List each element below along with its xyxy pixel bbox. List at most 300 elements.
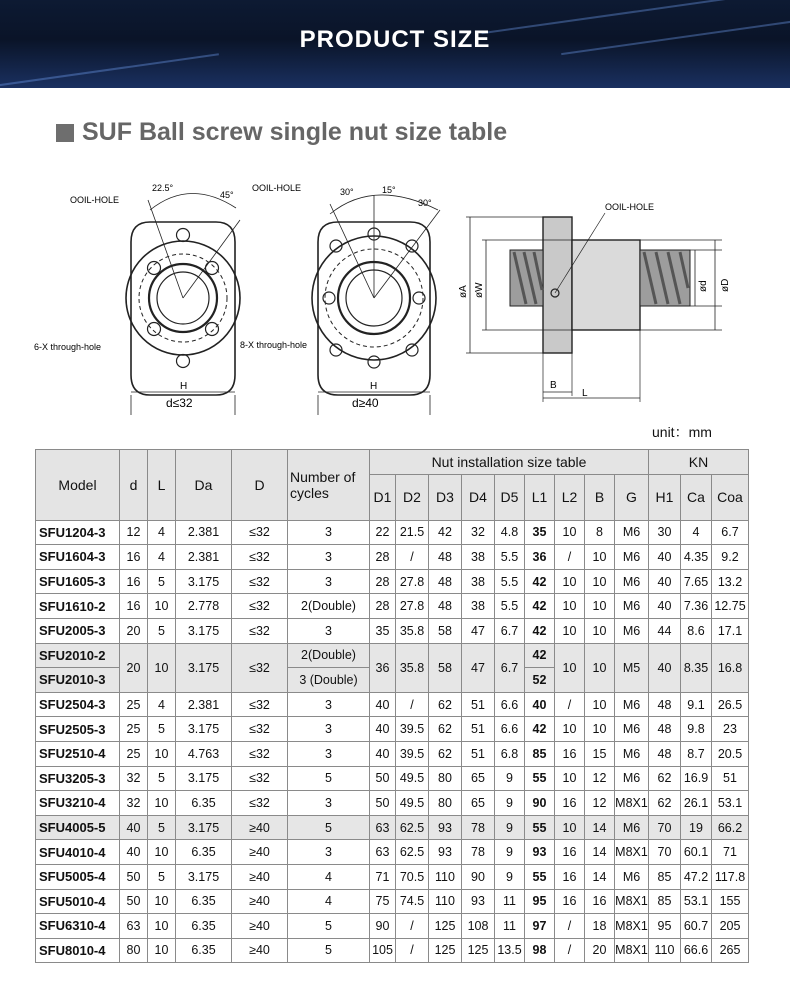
cell-D2: 62.5: [396, 815, 429, 840]
table-row: [36, 594, 749, 619]
cell-cycles: 3: [288, 840, 370, 865]
cell-B: 10: [585, 717, 615, 742]
cell-G: M6: [615, 520, 649, 545]
cell-D3: 48: [429, 569, 462, 594]
cell-D2: 39.5: [396, 717, 429, 742]
label-mid-angle1: 30°: [340, 187, 354, 197]
table-row: [36, 938, 749, 963]
cell-d: 25: [120, 741, 148, 766]
cell-D3: 80: [429, 791, 462, 816]
cell-D3: 58: [429, 618, 462, 643]
cell-model: SFU2510-4: [36, 741, 120, 766]
label-right-b: B: [550, 380, 557, 391]
cell-H1: 62: [649, 791, 681, 816]
cell-d: 16: [120, 569, 148, 594]
cell-H1: 95: [649, 914, 681, 939]
cell-D: ≥40: [232, 938, 288, 963]
cell-Ca: 26.1: [681, 791, 712, 816]
label-right-phiA: øA: [458, 285, 469, 298]
cell-B: 14: [585, 815, 615, 840]
cell-D3: 80: [429, 766, 462, 791]
cell-G: M8X1: [615, 791, 649, 816]
cell-Ca: 7.65: [681, 569, 712, 594]
cell-D1: 28: [370, 569, 396, 594]
cell-Ca: 8.7: [681, 741, 712, 766]
cell-D5: 6.6: [495, 692, 525, 717]
cell-L2: 10: [555, 717, 585, 742]
label-mid-h: H: [370, 381, 378, 392]
cell-D2: 21.5: [396, 520, 429, 545]
header-model: Model: [36, 450, 120, 521]
cell-L2: 10: [555, 643, 585, 692]
cell-D3: 48: [429, 594, 462, 619]
cell-model: SFU2505-3: [36, 717, 120, 742]
cell-cycles: 3: [288, 520, 370, 545]
cell-L1: 52: [525, 668, 555, 693]
cell-D3: 42: [429, 520, 462, 545]
cell-Coa: 155: [712, 889, 749, 914]
cell-D: ≥40: [232, 815, 288, 840]
cell-L2: 10: [555, 569, 585, 594]
cell-H1: 85: [649, 889, 681, 914]
cell-D1: 71: [370, 864, 396, 889]
cell-D2: 27.8: [396, 594, 429, 619]
cell-L2: 10: [555, 766, 585, 791]
cell-Coa: 117.8: [712, 864, 749, 889]
cell-l: 5: [148, 618, 176, 643]
label-mid-throughhole: 8-X through-hole: [240, 340, 308, 350]
cell-D2: 70.5: [396, 864, 429, 889]
cell-G: M8X1: [615, 840, 649, 865]
cell-D4: 51: [462, 717, 495, 742]
cell-D4: 47: [462, 643, 495, 692]
cell-B: 14: [585, 864, 615, 889]
cell-da: 3.175: [176, 717, 232, 742]
cell-L1: 95: [525, 889, 555, 914]
cell-Coa: 23: [712, 717, 749, 742]
cell-L2: /: [555, 692, 585, 717]
header-D: D: [232, 450, 288, 521]
cell-D4: 65: [462, 791, 495, 816]
cell-D: ≤32: [232, 643, 288, 692]
cell-L1: 42: [525, 643, 555, 668]
cell-model: SFU4010-4: [36, 840, 120, 865]
cell-l: 5: [148, 864, 176, 889]
cell-L1: 55: [525, 864, 555, 889]
cell-model: SFU5010-4: [36, 889, 120, 914]
cell-D1: 63: [370, 815, 396, 840]
label-mid-oilhole: OOIL-HOLE: [252, 183, 302, 193]
cell-Coa: 6.7: [712, 520, 749, 545]
cell-l: 5: [148, 766, 176, 791]
cell-L2: 16: [555, 889, 585, 914]
cell-D4: 93: [462, 889, 495, 914]
cell-G: M6: [615, 815, 649, 840]
cell-D4: 90: [462, 864, 495, 889]
header-H1: H1: [649, 474, 681, 520]
cell-D: ≤32: [232, 618, 288, 643]
cell-model: SFU6310-4: [36, 914, 120, 939]
cell-L2: 10: [555, 815, 585, 840]
header-l: L: [148, 450, 176, 521]
cell-Ca: 53.1: [681, 889, 712, 914]
top-banner: [0, 0, 790, 88]
cell-D4: 32: [462, 520, 495, 545]
cell-Coa: 66.2: [712, 815, 749, 840]
cell-da: 3.175: [176, 643, 232, 692]
cell-D3: 62: [429, 692, 462, 717]
cell-cycles: 2(Double): [288, 594, 370, 619]
cell-L1: 90: [525, 791, 555, 816]
cell-Coa: 20.5: [712, 741, 749, 766]
cell-D1: 22: [370, 520, 396, 545]
cell-d: 16: [120, 594, 148, 619]
cell-B: 10: [585, 594, 615, 619]
cell-da: 2.778: [176, 594, 232, 619]
cell-D5: 9: [495, 766, 525, 791]
cell-D5: 11: [495, 889, 525, 914]
cell-D4: 47: [462, 618, 495, 643]
cell-da: 6.35: [176, 914, 232, 939]
cell-cycles: 3: [288, 692, 370, 717]
cell-da: 2.381: [176, 692, 232, 717]
cell-D: ≤32: [232, 545, 288, 570]
header-cycles: [288, 450, 370, 521]
cell-L1: 42: [525, 594, 555, 619]
label-right-phid: ød: [698, 280, 709, 292]
cell-D4: 38: [462, 569, 495, 594]
cell-Ca: 9.8: [681, 717, 712, 742]
cell-d: 40: [120, 840, 148, 865]
cell-D5: 11: [495, 914, 525, 939]
cell-l: 4: [148, 692, 176, 717]
cell-Coa: 26.5: [712, 692, 749, 717]
cell-Coa: 51: [712, 766, 749, 791]
cell-D2: /: [396, 692, 429, 717]
table-row: [36, 741, 749, 766]
cell-D3: 62: [429, 741, 462, 766]
table-row: [36, 815, 749, 840]
cell-D: ≥40: [232, 840, 288, 865]
cell-cycles: 3: [288, 618, 370, 643]
cell-H1: 48: [649, 692, 681, 717]
cell-B: 14: [585, 840, 615, 865]
cell-l: 5: [148, 569, 176, 594]
cell-l: 10: [148, 914, 176, 939]
cell-l: 4: [148, 520, 176, 545]
cell-l: 10: [148, 938, 176, 963]
cell-H1: 44: [649, 618, 681, 643]
cell-L2: /: [555, 545, 585, 570]
cell-l: 10: [148, 791, 176, 816]
cell-model: SFU4005-5: [36, 815, 120, 840]
unit-label: unit：mm: [652, 424, 712, 440]
cell-G: M6: [615, 766, 649, 791]
cell-H1: 30: [649, 520, 681, 545]
cell-D3: 62: [429, 717, 462, 742]
cell-L2: 16: [555, 741, 585, 766]
cell-d: 20: [120, 618, 148, 643]
cell-D5: 6.6: [495, 717, 525, 742]
cell-L1: 40: [525, 692, 555, 717]
cell-L2: 10: [555, 618, 585, 643]
cell-B: 10: [585, 643, 615, 692]
cell-G: M6: [615, 545, 649, 570]
cell-Ca: 7.36: [681, 594, 712, 619]
cell-Coa: 71: [712, 840, 749, 865]
cell-da: 6.35: [176, 889, 232, 914]
cell-H1: 62: [649, 766, 681, 791]
cell-cycles: 5: [288, 914, 370, 939]
cell-cycles: 4: [288, 889, 370, 914]
cell-d: 25: [120, 717, 148, 742]
header-cycles-line1: Number of: [290, 468, 356, 485]
table-row: [36, 520, 749, 545]
cell-D4: 78: [462, 815, 495, 840]
cell-D: ≤32: [232, 520, 288, 545]
cell-model: SFU1604-3: [36, 545, 120, 570]
cell-D1: 105: [370, 938, 396, 963]
label-right-phiD: øD: [720, 278, 731, 292]
cell-D3: 93: [429, 815, 462, 840]
cell-model: SFU1204-3: [36, 520, 120, 545]
cell-D2: 62.5: [396, 840, 429, 865]
nut-side-view: [466, 213, 722, 402]
cell-d: 25: [120, 692, 148, 717]
cell-D4: 125: [462, 938, 495, 963]
cell-D5: 9: [495, 864, 525, 889]
cell-L2: 16: [555, 840, 585, 865]
label-mid-dcond: d≥40: [352, 396, 379, 410]
table-row: [36, 569, 749, 594]
cell-H1: 70: [649, 815, 681, 840]
cell-L1: 35: [525, 520, 555, 545]
header-D2: D2: [396, 474, 429, 520]
cell-Ca: 19: [681, 815, 712, 840]
cell-L2: 10: [555, 594, 585, 619]
header-nut-group: Nut installation size table: [370, 450, 649, 475]
cell-H1: 85: [649, 864, 681, 889]
cell-D5: 5.5: [495, 594, 525, 619]
cell-D1: 40: [370, 741, 396, 766]
cell-l: 5: [148, 815, 176, 840]
cell-Coa: 53.1: [712, 791, 749, 816]
table-row: [36, 717, 749, 742]
cell-cycles: 3: [288, 791, 370, 816]
label-left-throughhole: 6-X through-hole: [34, 342, 102, 352]
cell-da: 6.35: [176, 791, 232, 816]
cell-Coa: 13.2: [712, 569, 749, 594]
cell-cycles: 2(Double): [288, 643, 370, 668]
section-heading: [56, 118, 507, 147]
cell-model: SFU3205-3: [36, 766, 120, 791]
cell-L2: 16: [555, 864, 585, 889]
cell-cycles: 5: [288, 815, 370, 840]
cell-D2: 27.8: [396, 569, 429, 594]
cell-L2: /: [555, 938, 585, 963]
label-left-dcond: d≤32: [166, 396, 193, 410]
cell-B: 10: [585, 692, 615, 717]
cell-L1: 98: [525, 938, 555, 963]
cell-da: 6.35: [176, 938, 232, 963]
cell-model: SFU3210-4: [36, 791, 120, 816]
header-kn-group: KN: [649, 450, 749, 475]
cell-G: M6: [615, 618, 649, 643]
table-row: [36, 840, 749, 865]
cell-B: 12: [585, 791, 615, 816]
cell-cycles: 3: [288, 717, 370, 742]
cell-cycles: 5: [288, 766, 370, 791]
cell-d: 50: [120, 864, 148, 889]
cell-d: 32: [120, 766, 148, 791]
cell-H1: 40: [649, 545, 681, 570]
cell-da: 3.175: [176, 864, 232, 889]
cell-G: M6: [615, 864, 649, 889]
cell-D1: 36: [370, 643, 396, 692]
cell-L1: 93: [525, 840, 555, 865]
cell-D2: 35.8: [396, 643, 429, 692]
cell-Ca: 60.7: [681, 914, 712, 939]
cell-d: 12: [120, 520, 148, 545]
cell-L1: 36: [525, 545, 555, 570]
header-L1: L1: [525, 474, 555, 520]
cell-D5: 5.5: [495, 569, 525, 594]
cell-D5: 9: [495, 840, 525, 865]
cell-D1: 35: [370, 618, 396, 643]
cell-d: 20: [120, 643, 148, 692]
cell-D3: 125: [429, 914, 462, 939]
cell-H1: 48: [649, 717, 681, 742]
cell-D1: 40: [370, 717, 396, 742]
cell-l: 5: [148, 717, 176, 742]
cell-B: 10: [585, 569, 615, 594]
label-mid-angle2: 15°: [382, 185, 396, 195]
cell-D2: /: [396, 545, 429, 570]
cell-Coa: 265: [712, 938, 749, 963]
cell-D: ≤32: [232, 766, 288, 791]
cell-da: 3.175: [176, 569, 232, 594]
cell-D3: 48: [429, 545, 462, 570]
cell-B: 10: [585, 618, 615, 643]
cell-D4: 38: [462, 594, 495, 619]
cell-D1: 63: [370, 840, 396, 865]
header-D3: D3: [429, 474, 462, 520]
header-L2: L2: [555, 474, 585, 520]
cell-B: 20: [585, 938, 615, 963]
table-row: [36, 864, 749, 889]
cell-model: SFU2010-3: [36, 668, 120, 693]
cell-B: 12: [585, 766, 615, 791]
cell-D2: 49.5: [396, 791, 429, 816]
cell-D3: 93: [429, 840, 462, 865]
cell-H1: 40: [649, 594, 681, 619]
table-row: [36, 545, 749, 570]
cell-D: ≤32: [232, 717, 288, 742]
cell-H1: 110: [649, 938, 681, 963]
cell-D1: 90: [370, 914, 396, 939]
cell-D4: 38: [462, 545, 495, 570]
cell-D1: 75: [370, 889, 396, 914]
cell-D2: /: [396, 914, 429, 939]
cell-D1: 50: [370, 766, 396, 791]
cell-L2: /: [555, 914, 585, 939]
header-D1: D1: [370, 474, 396, 520]
cell-da: 3.175: [176, 815, 232, 840]
cell-D3: 125: [429, 938, 462, 963]
cell-D4: 51: [462, 741, 495, 766]
cell-l: 10: [148, 741, 176, 766]
cell-d: 40: [120, 815, 148, 840]
cell-D3: 110: [429, 889, 462, 914]
cell-D5: 9: [495, 791, 525, 816]
cell-D: ≤32: [232, 569, 288, 594]
table-row: [36, 889, 749, 914]
cell-d: 80: [120, 938, 148, 963]
cell-H1: 40: [649, 569, 681, 594]
cell-B: 15: [585, 741, 615, 766]
cell-D5: 9: [495, 815, 525, 840]
cell-L1: 42: [525, 569, 555, 594]
cell-H1: 40: [649, 643, 681, 692]
cell-D2: 35.8: [396, 618, 429, 643]
cell-L1: 42: [525, 717, 555, 742]
label-mid-angle3: 30°: [418, 198, 432, 208]
cell-B: 16: [585, 889, 615, 914]
cell-D2: /: [396, 938, 429, 963]
header-D4: D4: [462, 474, 495, 520]
cell-D5: 6.8: [495, 741, 525, 766]
cell-D4: 65: [462, 766, 495, 791]
cell-l: 10: [148, 594, 176, 619]
cell-model: SFU2010-2: [36, 643, 120, 668]
cell-D1: 40: [370, 692, 396, 717]
cell-d: 63: [120, 914, 148, 939]
table-row: [36, 618, 749, 643]
cell-D: ≤32: [232, 692, 288, 717]
cell-D4: 78: [462, 840, 495, 865]
cell-da: 6.35: [176, 840, 232, 865]
cell-cycles: 3: [288, 569, 370, 594]
cell-Coa: 12.75: [712, 594, 749, 619]
cell-L1: 55: [525, 815, 555, 840]
cell-model: SFU1610-2: [36, 594, 120, 619]
cell-L1: 85: [525, 741, 555, 766]
cell-L1: 55: [525, 766, 555, 791]
table-row: [36, 692, 749, 717]
cell-G: M6: [615, 741, 649, 766]
cell-D1: 28: [370, 594, 396, 619]
cell-da: 2.381: [176, 520, 232, 545]
cell-Coa: 205: [712, 914, 749, 939]
cell-D1: 50: [370, 791, 396, 816]
cell-L2: 16: [555, 791, 585, 816]
banner-title: PRODUCT SIZE: [299, 26, 491, 53]
cell-model: SFU2504-3: [36, 692, 120, 717]
cell-da: 3.175: [176, 766, 232, 791]
cell-l: 10: [148, 889, 176, 914]
cell-model: SFU8010-4: [36, 938, 120, 963]
cell-cycles: 3: [288, 741, 370, 766]
cell-G: M5: [615, 643, 649, 692]
cell-Coa: 16.8: [712, 643, 749, 692]
heading-square-icon: [56, 124, 74, 142]
cell-Coa: 9.2: [712, 545, 749, 570]
cell-Ca: 4: [681, 520, 712, 545]
size-table: [35, 449, 749, 963]
cell-G: M6: [615, 594, 649, 619]
cell-L1: 97: [525, 914, 555, 939]
cell-H1: 70: [649, 840, 681, 865]
